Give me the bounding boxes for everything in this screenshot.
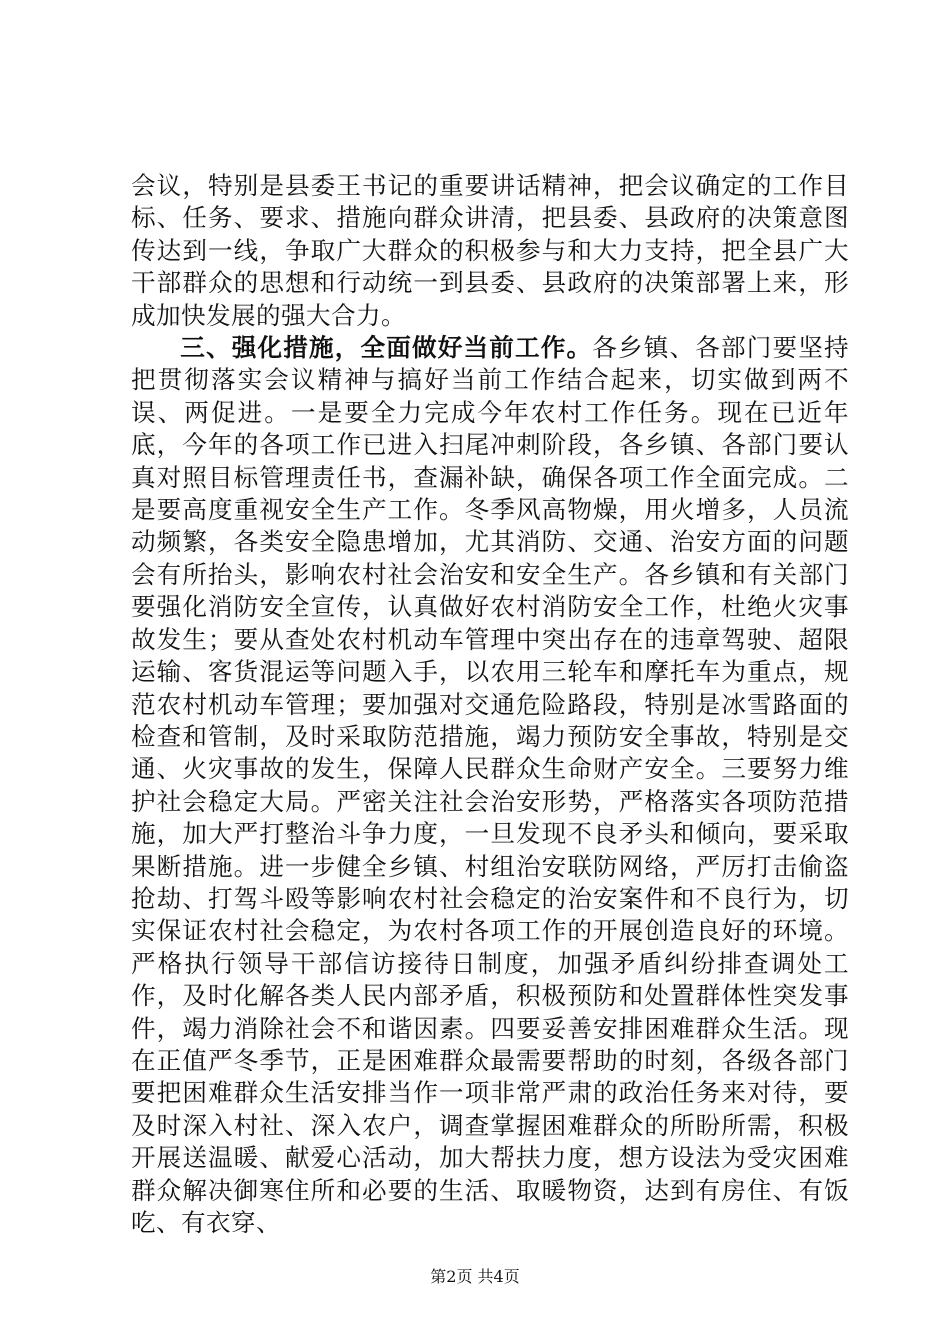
- paragraph-text: 各乡镇、各部门要坚持把贯彻落实会议精神与搞好当前工作结合起来，切实做到两不误、两促进。一是要全力完成今年农村工作任务。现在已近年底，今年的各项工作已进入扫尾冲刺阶段，各乡镇、各部门要认真对照目标管理责任书，查漏补缺，确保各项工作全面完成。二是要高度重视安全生产工作。冬季风高物燥，用火增多，人员流动频繁，各类安全隐患增加，尤其消防、交通、治安方面的问题会有所抬头，影响农村社会治安和安全生产。各乡镇和有关部门要强化消防安全宣传，认真做好农村消防安全工作，杜绝火灾事故发生；要从查处农村机动车管理中突出存在的违章驾驶、超限运输、客货混运等问题入手，以农用三轮车和摩托车为重点，规范农村机动车管理；要加强对交通危险路段，特别是冰雪路面的检查和管制，及时采取防范措施，竭力预防安全事故，特别是交通、火灾事故的发生，保障人民群众生命财产安全。三要努力维护社会稳定大局。严密关注社会治安形势，严格落实各项防范措施，加大严打整治斗争力度，一旦发现不良矛头和倾向，要采取果断措施。进一步健全乡镇、村组治安联防网络，严厉打击偷盗抢劫、打驾斗殴等影响农村社会稳定的治安案件和不良行为，切实保证农村社会稳定，为农村各项工作的开展创造良好的环境。严格执行领导干部信访接待日制度，加强矛盾纠纷排查调处工作，及时化解各类人民内部矛盾，积极预防和处置群体性突发事件，竭力消除社会不和谐因素。四要妥善安排困难群众生活。现在正值严冬季节，正是困难群众最需要帮助的时刻，各级各部门要把困难群众生活安排当作一项非常严肃的政治任务来对待，要及时深入村社、深入农户，调查掌握困难群众的所盼所需，积极开展送温暖、献爱心活动，加大帮扶力度，想方设法为受灾困难群众解决御寒住所和必要的生活、取暖物资，达到有房住、有饭吃、有衣穿、: [131, 333, 849, 1237]
- section-heading: 三、强化措施，全面做好当前工作。: [180, 333, 593, 363]
- paragraph-section-three: [131, 332, 849, 1239]
- paragraph-continuation: [131, 170, 849, 332]
- paragraph-text: 会议，特别是县委王书记的重要讲话精神，把会议确定的工作目标、任务、要求、措施向群众讲清，把县委、县政府的决策意图传达到一线，争取广大群众的积极参与和大力支持，把全县广大干部群众的思想和行动统一到县委、县政府的决策部署上来，形成加快发展的强大合力。: [131, 171, 849, 330]
- page-footer: 第2页 共4页: [430, 1267, 520, 1286]
- document-body: [131, 170, 849, 1239]
